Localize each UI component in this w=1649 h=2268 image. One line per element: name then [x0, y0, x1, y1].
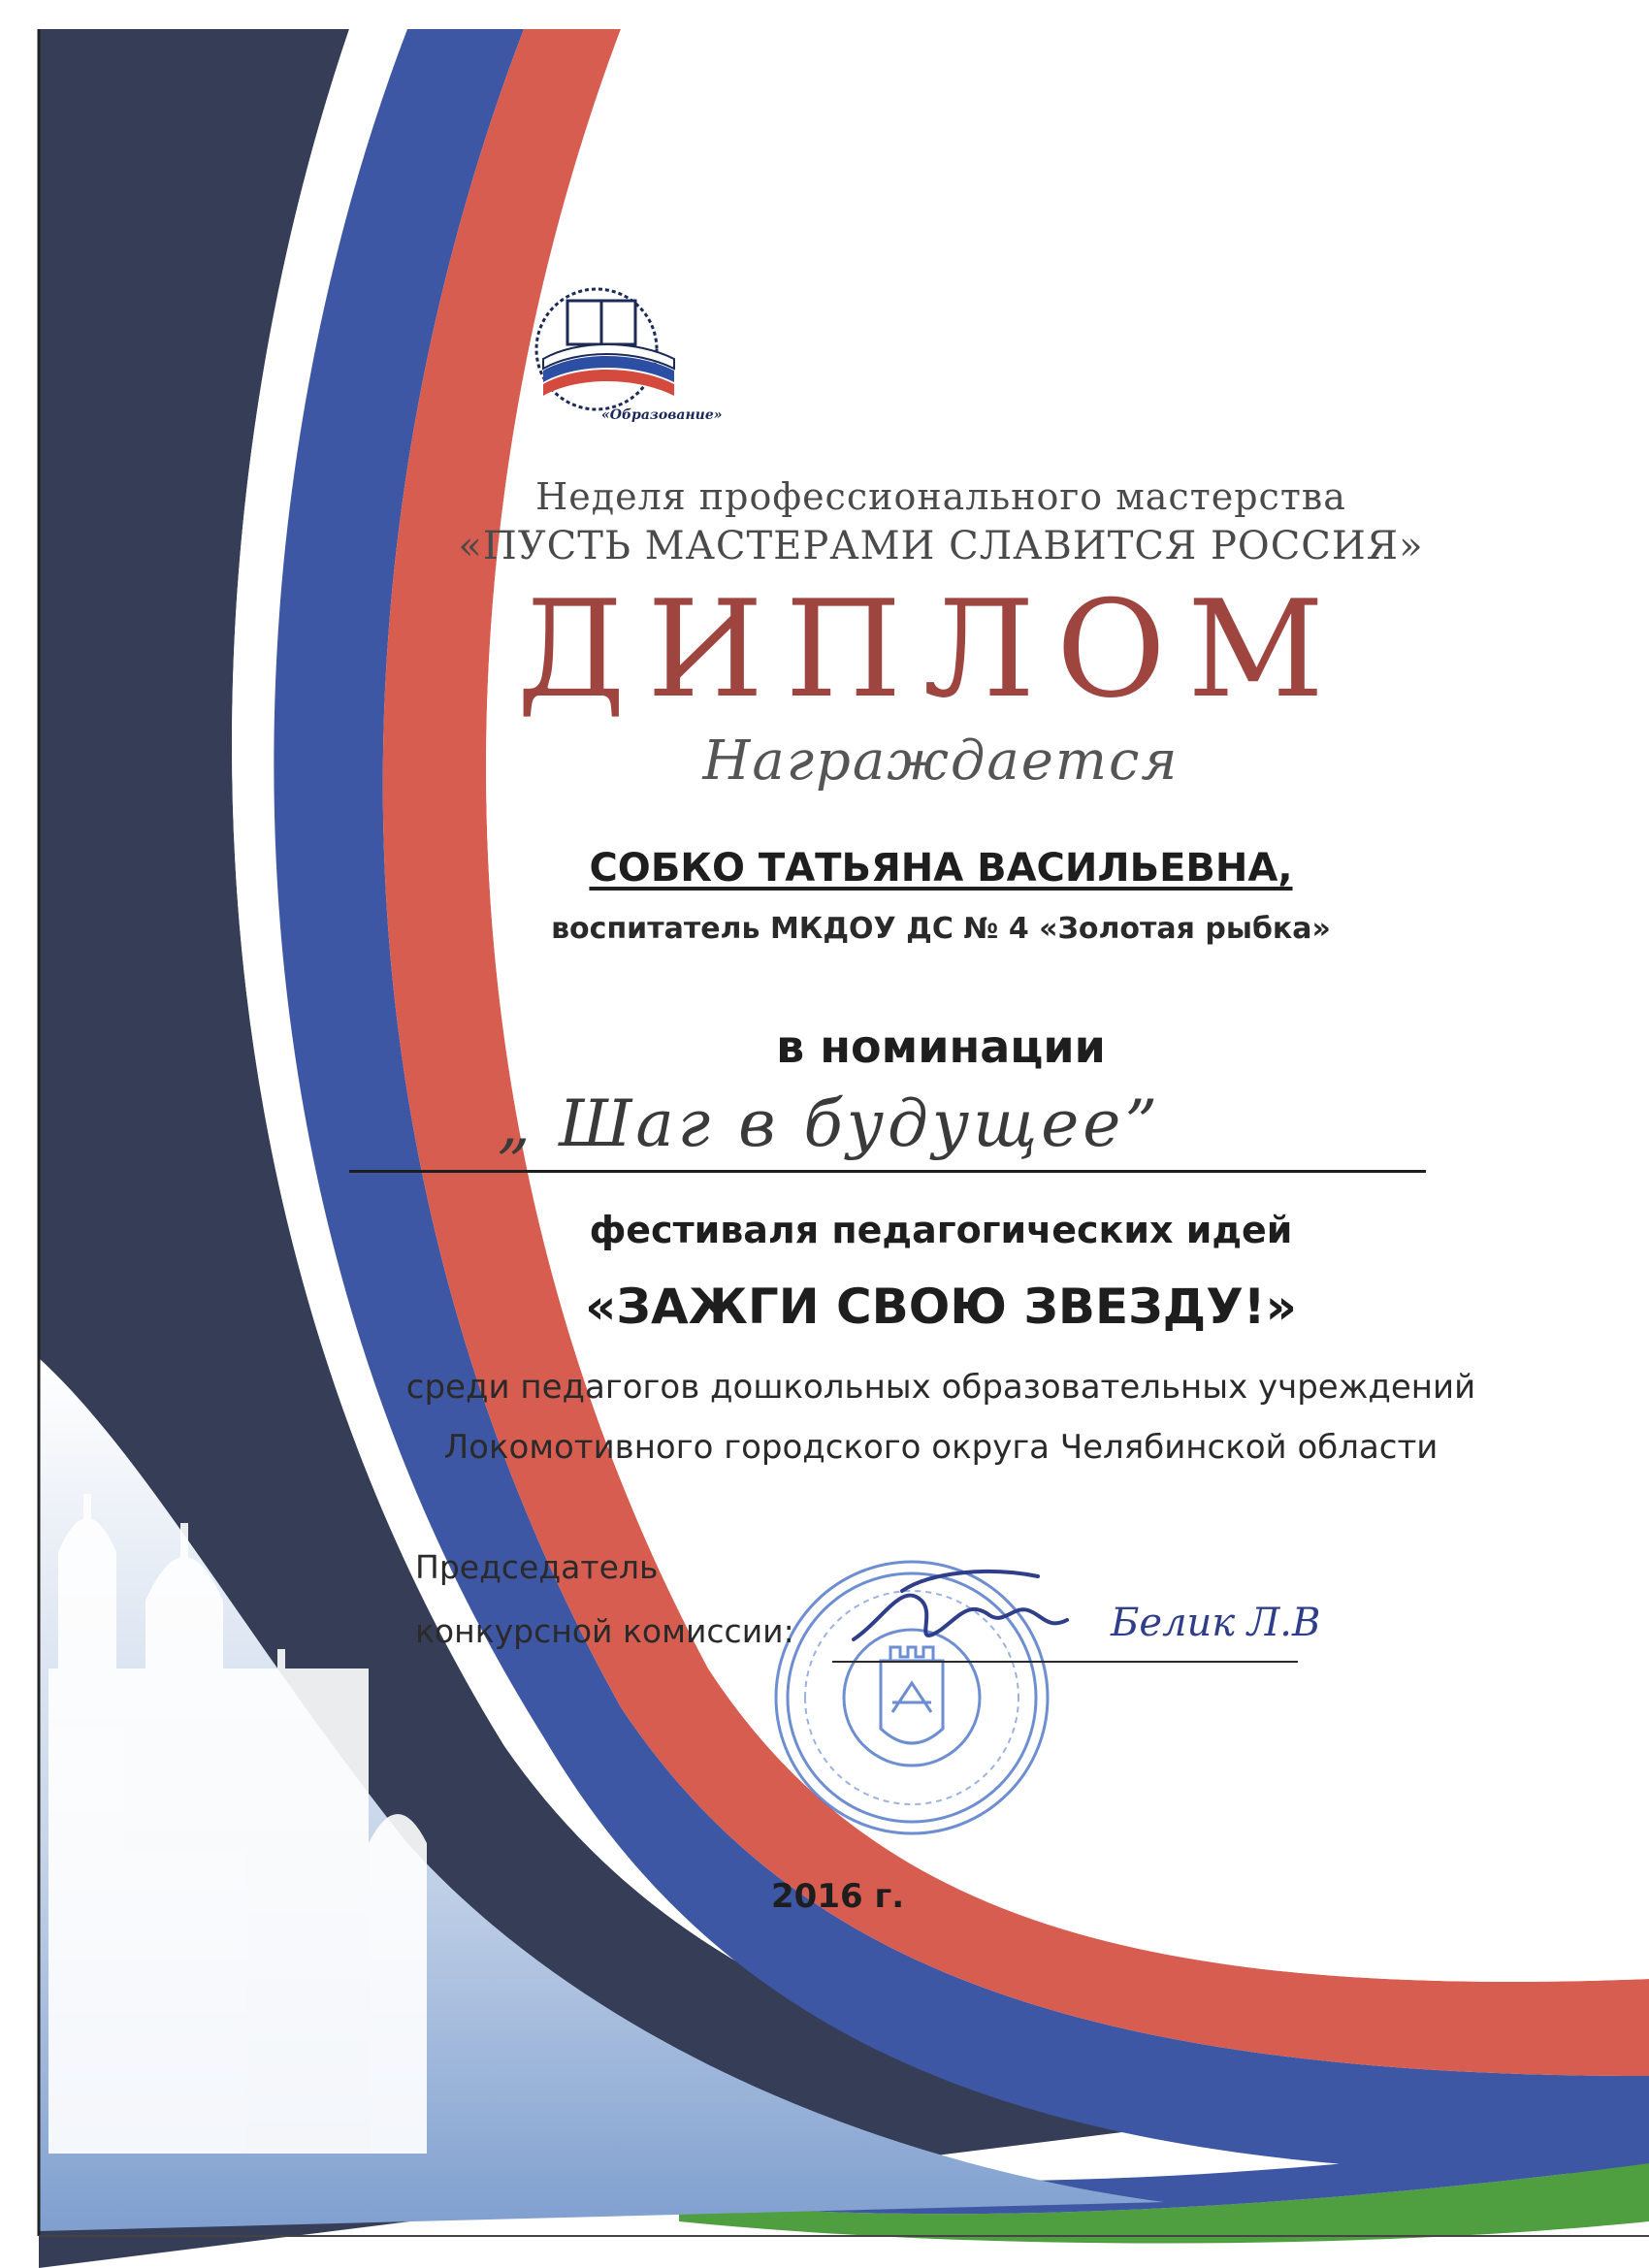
- awarded-text: Награждается: [702, 729, 1180, 793]
- recipient-position: воспитатель МКДОУ ДС № 4 «Золотая рыбка»: [551, 912, 1331, 946]
- signer-name: Белик Л.В: [1111, 1601, 1321, 1645]
- participants-line2: Локомотивного городского округа Челябинской области: [443, 1428, 1439, 1467]
- festival-label: фестиваля педагогических идей: [589, 1209, 1293, 1251]
- nomination-label: в номинации: [776, 1021, 1106, 1073]
- diploma-title: ДИПЛОМ: [516, 571, 1346, 728]
- recipient-name: СОБКО ТАТЬЯНА ВАСИЛЬЕВНА,: [589, 846, 1293, 891]
- event-title-line1: Неделя профессионального мастерства: [535, 475, 1346, 518]
- nomination-value: „ Шаг в будущее”: [497, 1086, 1162, 1161]
- participants-line1: среди педагогов дошкольных образовательных учреждений: [405, 1368, 1476, 1407]
- signature-label-line1: Председатель: [415, 1548, 659, 1586]
- signature-label-line2: конкурсной комиссии:: [415, 1612, 794, 1650]
- festival-name: «ЗАЖГИ СВОЮ ЗВЕЗДУ!»: [585, 1279, 1297, 1335]
- event-title-line2: «ПУСТЬ МАСТЕРАМИ СЛАВИТСЯ РОССИЯ»: [458, 524, 1424, 568]
- nomination-underline: [349, 1170, 1426, 1173]
- logo-caption: «Образование»: [601, 407, 723, 423]
- issue-year: 2016 г.: [771, 1877, 905, 1916]
- handwritten-signature: [844, 1562, 1096, 1669]
